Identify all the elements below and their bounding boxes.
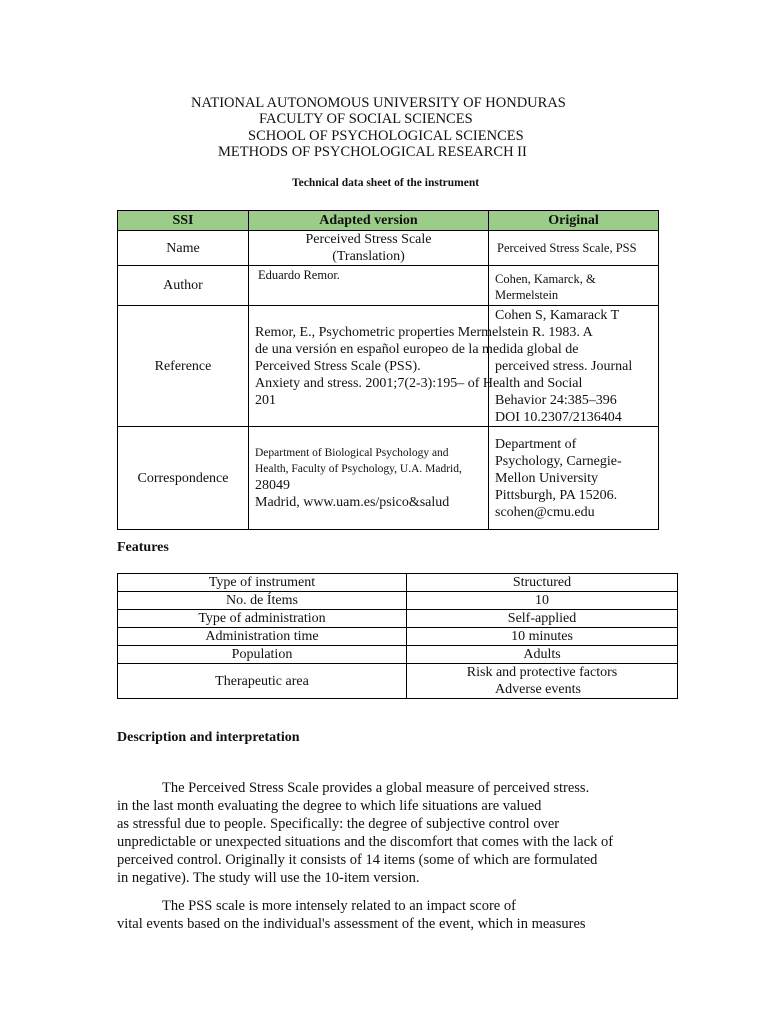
paragraph-line: vital events based on the individual's assessment of the event, which in measures: [117, 916, 586, 932]
feature-row: [118, 646, 678, 664]
description-paragraph-1: [117, 779, 665, 887]
description-paragraph-2: [117, 897, 665, 933]
label-name: Name: [118, 231, 249, 266]
feature-label: Administration time: [118, 628, 407, 646]
author-adapted: Eduardo Remor.: [249, 266, 489, 306]
instrument-table: [117, 210, 659, 530]
description-title: Description and interpretation: [117, 730, 300, 745]
reference-original-line: Behavior 24:385–396: [495, 393, 617, 408]
reference-adapted-line: de una versión en español europeo de la medida global de: [255, 341, 579, 357]
paragraph-line: unpredictable or unexpected situations and the discomfort that comes with the lack of: [117, 834, 614, 850]
correspondence-original-line: Department of: [495, 436, 577, 452]
row-name: [118, 231, 659, 266]
label-author: Author: [118, 266, 249, 306]
reference-adapted-line: Remor, E., Psychometric properties Mermelstein R. 1983. A: [255, 324, 593, 340]
header-original: Original: [489, 211, 659, 231]
correspondence-original-line: Psychology, Carnegie-: [495, 453, 622, 469]
therapeutic-value-line1: Risk and protective factors: [466, 665, 618, 680]
reference-adapted-line: 201: [255, 392, 276, 408]
table-header-row: [118, 211, 659, 231]
features-table: [117, 573, 678, 699]
name-adapted-line2: (Translation): [332, 249, 405, 264]
paragraph-line: in the last month evaluating the degree to which life situations are valued: [117, 798, 542, 814]
feature-row: [118, 628, 678, 646]
features-title: Features: [117, 540, 169, 555]
author-original-line2: Mermelstein: [495, 288, 559, 302]
course-name: METHODS OF PSYCHOLOGICAL RESEARCH II: [218, 144, 527, 160]
feature-label: Type of instrument: [118, 574, 407, 592]
correspondence-adapted-line: Madrid, www.uam.es/psico&salud: [255, 495, 450, 510]
row-correspondence: [118, 427, 659, 530]
faculty-name: FACULTY OF SOCIAL SCIENCES: [259, 111, 473, 127]
label-reference: Reference: [118, 306, 249, 427]
sheet-subtitle: Technical data sheet of the instrument: [292, 177, 480, 189]
correspondence-adapted-line: Department of Biological Psychology and: [255, 447, 449, 459]
paragraph-line: perceived control. Originally it consists of 14 items (some of which are formulated: [117, 852, 598, 868]
reference-original-line: DOI 10.2307/2136404: [495, 410, 622, 425]
feature-value: Adults: [407, 646, 678, 664]
author-original-line1: Cohen, Kamarck, &: [495, 272, 596, 286]
university-name: NATIONAL AUTONOMOUS UNIVERSITY OF HONDURAS: [191, 95, 566, 111]
therapeutic-value: [407, 664, 678, 699]
reference-original: [489, 306, 659, 427]
header-ssi: SSI: [118, 211, 249, 231]
correspondence-original-line: Pittsburgh, PA 15206.: [495, 487, 618, 503]
correspondence-original: [489, 427, 659, 530]
feature-label: No. de Ítems: [118, 592, 407, 610]
row-author: [118, 266, 659, 306]
feature-label: Type of administration: [118, 610, 407, 628]
reference-adapted-line: Anxiety and stress. 2001;7(2-3):195– of Health and Social: [255, 375, 583, 391]
correspondence-original-line: scohen@cmu.edu: [495, 504, 595, 520]
school-name: SCHOOL OF PSYCHOLOGICAL SCIENCES: [248, 128, 524, 144]
feature-value: 10 minutes: [407, 628, 678, 646]
feature-value: 10: [407, 592, 678, 610]
therapeutic-value-line2: Adverse events: [495, 682, 581, 697]
row-reference: [118, 306, 659, 427]
label-correspondence: Correspondence: [118, 427, 249, 530]
correspondence-original-line: Mellon University: [495, 470, 599, 486]
author-original: [489, 266, 659, 306]
feature-row: [118, 574, 678, 592]
correspondence-adapted: [249, 427, 489, 530]
name-original: Perceived Stress Scale, PSS: [489, 231, 659, 266]
name-adapted: [249, 231, 489, 266]
feature-value: Self-applied: [407, 610, 678, 628]
reference-original-line: perceived stress. Journal: [495, 359, 633, 374]
paragraph-line: in negative). The study will use the 10-item version.: [117, 870, 420, 886]
feature-row-therapeutic: [118, 664, 678, 699]
reference-adapted-line: Perceived Stress Scale (PSS).: [255, 358, 421, 374]
feature-row: [118, 592, 678, 610]
name-adapted-line1: Perceived Stress Scale: [305, 232, 432, 247]
correspondence-adapted-line: Health, Faculty of Psychology, U.A. Madrid,: [255, 463, 462, 475]
feature-value: Structured: [407, 574, 678, 592]
paragraph-line: as stressful due to people. Specifically: the degree of subjective control over: [117, 816, 560, 832]
correspondence-adapted-line: 28049: [255, 478, 290, 493]
feature-label: Population: [118, 646, 407, 664]
reference-original-line: Cohen S, Kamarack T: [495, 308, 620, 323]
paragraph-line: The Perceived Stress Scale provides a global measure of perceived stress.: [162, 780, 590, 796]
paragraph-line: The PSS scale is more intensely related to an impact score of: [162, 898, 516, 914]
header-adapted: Adapted version: [249, 211, 489, 231]
therapeutic-label: Therapeutic area: [118, 664, 407, 699]
feature-row: [118, 610, 678, 628]
